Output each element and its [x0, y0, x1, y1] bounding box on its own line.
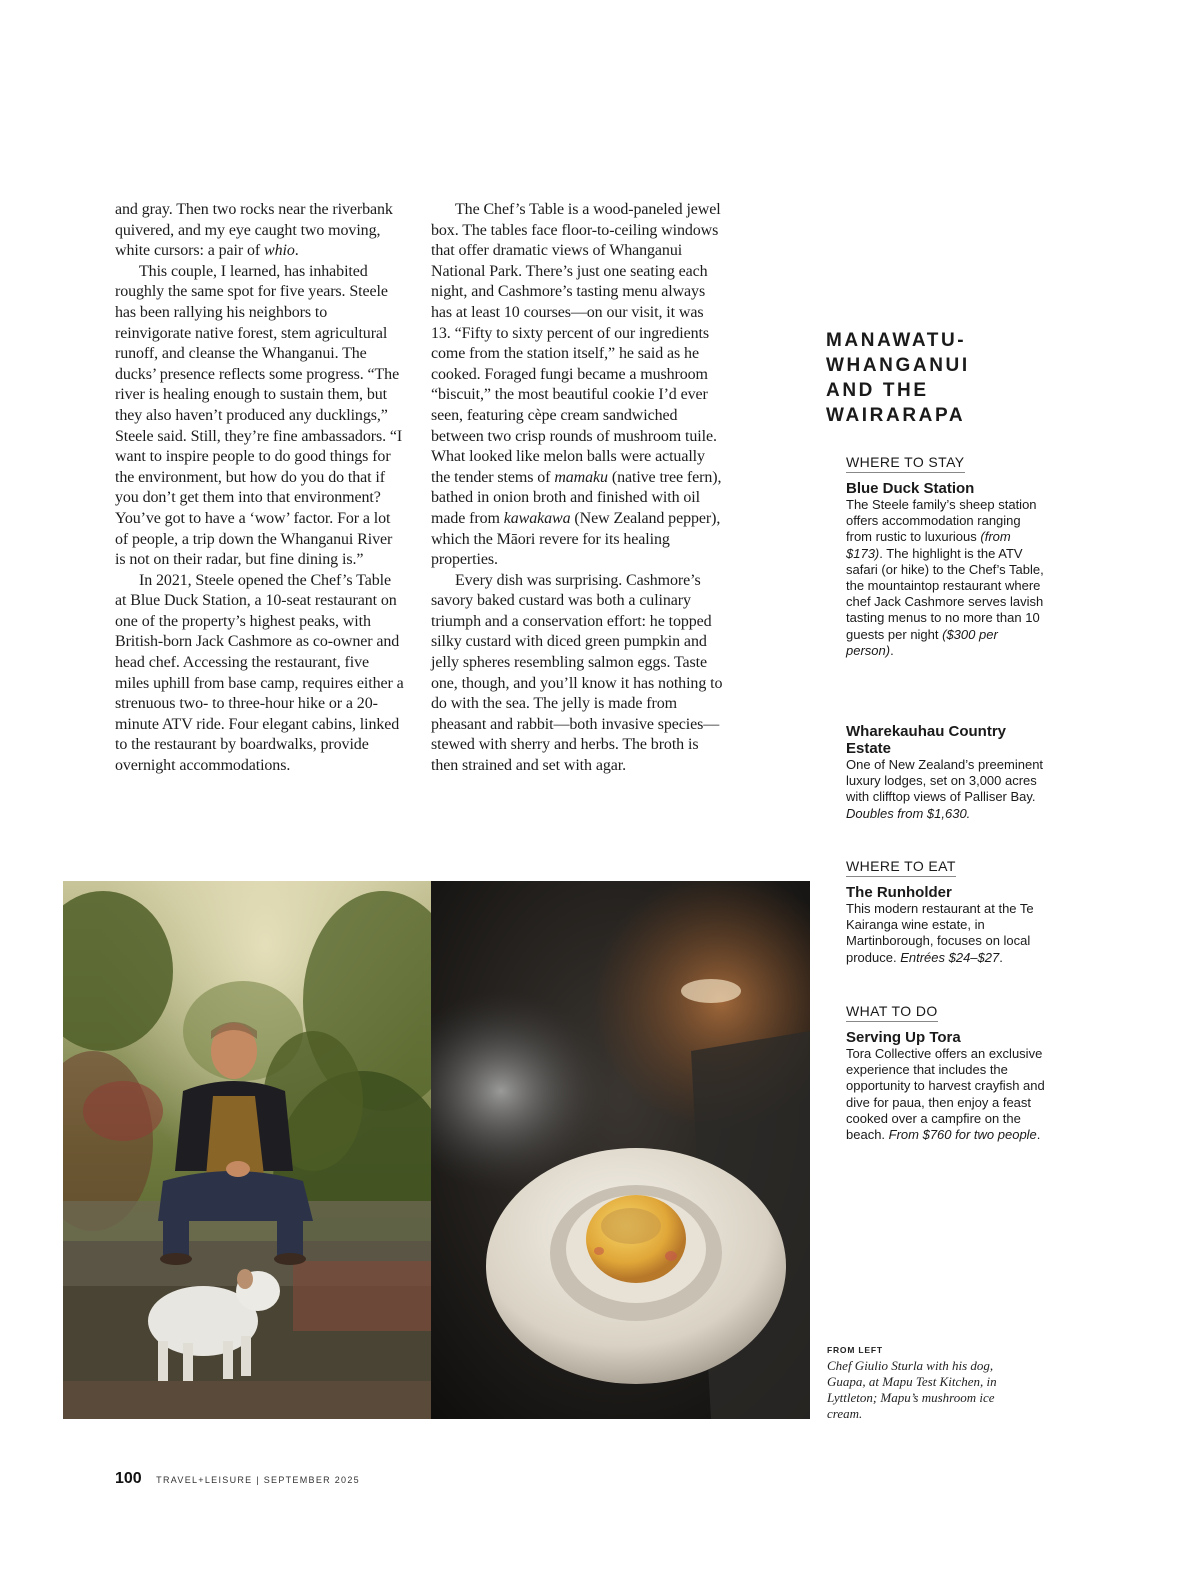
article-column-2 — [431, 200, 723, 777]
sidebar-title-line: WHANGANUI — [826, 355, 970, 376]
italic-text: whio — [264, 242, 295, 260]
sidebar-region-title — [826, 328, 1026, 428]
text-run: One of New Zealand’s preeminent luxury lodges, set on 3,000 acres with clifftop views of Palliser Bay. — [846, 757, 1044, 805]
chef-garden-illustration — [63, 881, 431, 1419]
listing-description — [846, 757, 1043, 821]
text-run: This modern restaurant at the Te Kairanga wine estate, in Martinborough, focuses on local produce. — [846, 901, 1034, 965]
italic-text: (from $173) — [846, 529, 1011, 561]
photo-caption — [827, 1345, 1002, 1422]
photo-chef-with-dog — [63, 881, 431, 1419]
paragraph — [431, 200, 723, 571]
article-column-1 — [115, 200, 405, 777]
text-run: . — [294, 242, 299, 260]
italic-text: kawakawa — [503, 509, 571, 527]
text-run: This couple, I learned, has inhabited roughly the same spot for five years. Steele has been rallying his neighbors to reinvigorate native forest, stem agricultural runoff, and cleanse the Whanganui. The ducks’ presence reflects some progress. “The river is healing enough to sustain them, but they also haven’t produced any ducklings,” Steele said. Still, they’re fine ambassadors. “I want to inspire people to do good things for the environment, but how do you do that if you don’t get them into that environment? You’ve got to have a ‘wow’ factor. For a lot of people, a trip down the Whanganui River is not on their radar, but fine dining is.” — [115, 262, 403, 569]
listing-serving-up-tora — [846, 1029, 1046, 1143]
paragraph — [115, 571, 405, 777]
section-heading-where-to-eat: WHERE TO EAT — [846, 858, 956, 877]
paragraph — [431, 571, 723, 777]
text-run: (New Zealand pepper), which the Māori revere for its healing properties. — [431, 509, 721, 569]
section-heading-where-to-stay: WHERE TO STAY — [846, 454, 965, 473]
text-run: . — [1036, 1127, 1041, 1143]
paragraph — [115, 200, 405, 262]
dessert-illustration — [431, 881, 810, 1419]
sidebar-title-line: AND THE — [826, 380, 929, 401]
sidebar-title-line: MANAWATU- — [826, 330, 967, 351]
paragraph — [115, 262, 405, 571]
listing-name: Serving Up Tora — [846, 1029, 961, 1046]
page-number: 100 — [115, 1470, 142, 1487]
listing-name: Wharekauhau Country Estate — [846, 723, 1007, 757]
listing-description — [846, 901, 1034, 965]
page-footer — [115, 1470, 360, 1488]
text-run: . — [999, 949, 1003, 965]
listing-name: The Runholder — [846, 884, 952, 901]
caption-text: Chef Giulio Sturla with his dog, Guapa, at Mapu Test Kitchen, in Lyttleton; Mapu’s mushroom ice cream. — [827, 1358, 997, 1421]
text-run: and gray. Then two rocks near the riverbank quivered, and my eye caught two moving, white cursors: a pair of — [115, 201, 393, 260]
italic-text: ($300 per person) — [846, 626, 998, 658]
listing-description — [846, 497, 1044, 658]
text-run: (native tree fern), bathed in onion broth and finished with oil made from — [431, 468, 722, 527]
italic-text: Entrées $24–$27 — [900, 949, 1000, 965]
caption-label: FROM LEFT — [827, 1345, 883, 1355]
publication-line: TRAVEL+LEISURE | SEPTEMBER 2025 — [156, 1475, 360, 1485]
italic-text: mamaku — [554, 468, 608, 486]
listing-blue-duck-station — [846, 480, 1046, 659]
text-run: . The highlight is the ATV safari (or hike) to the Chef’s Table, the mountaintop restaurant where chef Jack Cashmore serves lavish tasting menus to no more than 10 guests per night — [846, 545, 1044, 642]
text-run: The Steele family’s sheep station offers accommodation ranging from rustic to luxurious — [846, 497, 1037, 545]
sidebar-title-line: WAIRARAPA — [826, 405, 966, 426]
text-run: Tora Collective offers an exclusive experience that includes the opportunity to harvest crayfish and dive for paua, then enjoy a feast cooked over a campfire on the beach. — [846, 1046, 1045, 1143]
section-heading-what-to-do: WHAT TO DO — [846, 1003, 938, 1022]
text-run: In 2021, Steele opened the Chef’s Table at Blue Duck Station, a 10-seat restaurant on one of the property’s highest peaks, with British-born Jack Cashmore as co-owner and head chef. Accessing the restaurant, five miles uphill from base camp, requires either a strenuous two- to three-hour hike or a 20-minute ATV ride. Four elegant cabins, linked to the restaurant by boardwalks, provide overnight accommodations. — [115, 571, 404, 775]
text-run: Every dish was surprising. Cashmore’s savory baked custard was both a culinary triumph and a conservation effort: he topped silky custard with diced green pumpkin and jelly spheres resembling salmon eggs. Taste one, though, and you’ll know it has nothing to do with the sea. The jelly is made from pheasant and rabbit—both invasive species—stewed with sherry and herbs. The broth is then strained and set with agar. — [431, 571, 723, 775]
listing-description — [846, 1046, 1045, 1142]
photo-mushroom-ice-cream — [431, 881, 810, 1419]
listing-the-runholder — [846, 884, 1046, 966]
text-run: . — [890, 642, 894, 658]
listing-name: Blue Duck Station — [846, 480, 975, 497]
listing-wharekauhau — [846, 723, 1046, 822]
italic-text: From $760 for two people — [888, 1127, 1037, 1143]
italic-text: Doubles from $1,630. — [846, 805, 971, 821]
text-run: The Chef’s Table is a wood-paneled jewel box. The tables face floor-to-ceiling windows that offer dramatic views of Whanganui National Park. There’s just one seating each night, and Cashmore’s tasting menu always has at least 10 courses—on our visit, it was 13. “Fifty to sixty percent of our ingredients come from the station itself,” he said as he cooked. Foraged fungi became a mushroom “biscuit,” the most beautiful cookie I’d ever seen, featuring cèpe cream sandwiched between two crisp rounds of mushroom tuile. What looked like melon balls were actually the tender stems of — [431, 201, 721, 486]
